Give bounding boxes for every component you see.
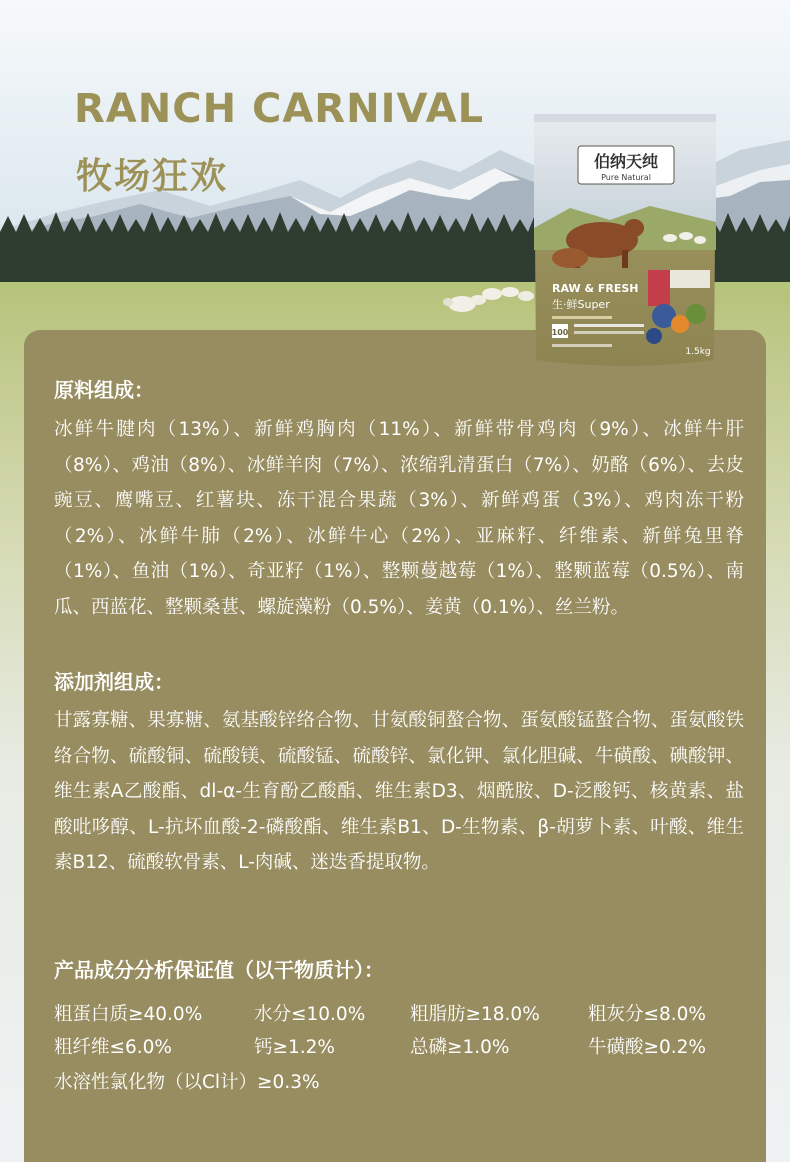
analysis-item: 粗蛋白质≥40.0% <box>54 1004 203 1025</box>
page-title: RANCH CARNIVAL <box>74 86 485 132</box>
analysis-title: 产品成分分析保证值（以干物质计）： <box>54 958 384 982</box>
ingredients-text: 冰鲜牛腱肉（13%）、新鲜鸡胸肉（11%）、新鲜带骨鸡肉（9%）、冰鲜牛肝（8%）、鸡油（8%）、冰鲜羊肉（7%）、浓缩乳清蛋白（7%）、奶酪（6%）、去皮豌豆、鹰嘴豆、红薯块、冻干混合果蔬（3%）、新鲜鸡蛋（3%）、鸡肉冻干粉（2%）、冰鲜牛肺（2%）、冰鲜牛心（2%）、亚麻籽、纤维素、新鲜兔里脊（1%）、鱼油（1%）、奇亚籽（1%）、整颗蔓越莓（1%）、整颗蓝莓（0.5%）、南瓜、西蓝花、整颗桑葚、螺旋藻粉（0.5%）、姜黄（0.1%）、丝兰粉。 <box>54 419 744 618</box>
bag-brand-text: 伯纳天纯 <box>593 152 659 171</box>
analysis-item: 总磷≥1.0% <box>410 1037 510 1058</box>
ingredients-title: 原料组成： <box>54 378 154 402</box>
analysis-item: 粗脂肪≥18.0% <box>410 1004 540 1025</box>
analysis-item: 水溶性氯化物（以Cl计）≥0.3% <box>54 1072 320 1093</box>
analysis-item: 粗灰分≤8.0% <box>588 1004 707 1025</box>
bag-line-text: RAW & FRESH <box>552 282 639 295</box>
bag-line-cn-text: 生·鲜Super <box>552 298 610 311</box>
analysis-item: 钙≥1.2% <box>254 1037 336 1058</box>
page-subtitle: 牧场狂欢 <box>76 156 229 197</box>
info-card <box>24 330 766 1162</box>
product-bag-image <box>530 110 720 372</box>
additives-title: 添加剂组成： <box>54 670 174 694</box>
analysis-item: 粗纤维≤6.0% <box>54 1037 173 1058</box>
analysis-item: 水分≤10.0% <box>254 1004 366 1025</box>
bag-badge-text: 100 <box>551 328 569 337</box>
bag-weight-text: 1.5kg <box>685 347 711 357</box>
bag-brand-en-text: Pure Natural <box>601 173 651 182</box>
analysis-item: 牛磺酸≥0.2% <box>588 1037 707 1058</box>
additives-text: 甘露寡糖、果寡糖、氨基酸锌络合物、甘氨酸铜螯合物、蛋氨酸锰螯合物、蛋氨酸铁络合物、硫酸铜、硫酸镁、硫酸锰、硫酸锌、氯化钾、氯化胆碱、牛磺酸、碘酸钾、维生素A乙酸酯、dl-α-生育酚乙酸酯、维生素D3、烟酰胺、D-泛酸钙、核黄素、盐酸吡哆醇、L-抗坏血酸-2-磷酸酯、维生素B1、D-生物素、β-胡萝卜素、叶酸、维生素B12、硫酸软骨素、L-肉碱、迷迭香提取物。 <box>54 710 744 873</box>
